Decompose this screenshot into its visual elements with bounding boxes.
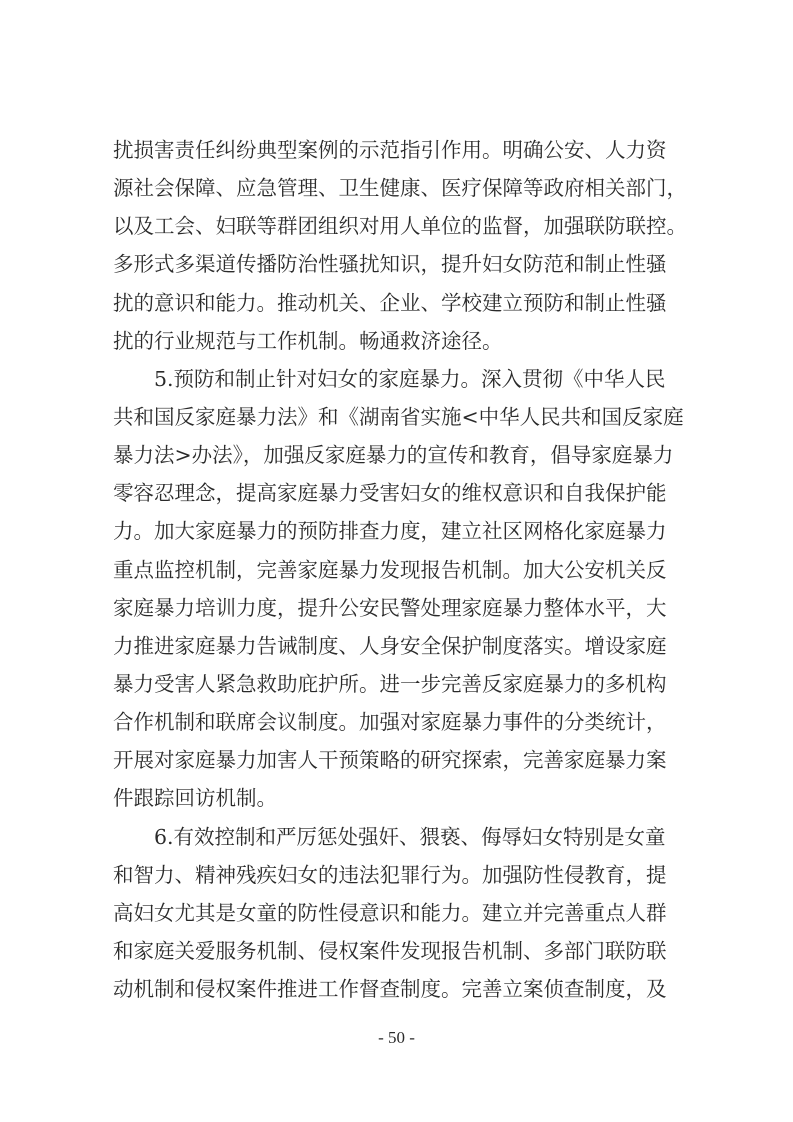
text-line: 零容忍理念，提高家庭暴力受害妇女的维权意识和自我保护能 [113,481,667,506]
page-number: - 50 - [378,1028,415,1047]
text-line: 开展对家庭暴力加害人干预策略的研究探索，完善家庭暴力案 [113,748,667,773]
text-line: 件跟踪回访机制。 [113,786,277,811]
paragraph-heading-5: 5.预防和制止针对妇女的家庭暴力。深入贯彻《中华人民 [154,366,666,391]
text-line: 暴力受害人紧急救助庇护所。进一步完善反家庭暴力的多机构 [113,671,667,696]
text-line: 扰的意识和能力。推动机关、企业、学校建立预防和制止性骚 [113,290,667,315]
text-line: 暴力法>办法》，加强反家庭暴力的宣传和教育，倡导家庭暴力 [113,443,674,468]
text-line: 重点监控机制，完善家庭暴力发现报告机制。加大公安机关反 [113,557,667,582]
text-line: 和智力、精神残疾妇女的违法犯罪行为。加强防性侵教育，提 [113,862,667,887]
text-line: 源社会保障、应急管理、卫生健康、医疗保障等政府相关部门， [113,176,687,201]
text-line: 家庭暴力培训力度，提升公安民警处理家庭暴力整体水平，大 [113,595,667,620]
text-line: 扰损害责任纠纷典型案例的示范指引作用。明确公安、人力资 [113,138,667,162]
paragraph-heading-6: 6.有效控制和严厉惩处强奸、猥亵、侮辱妇女特别是女童 [154,824,666,849]
text-line: 力。加大家庭暴力的预防排查力度，建立社区网格化家庭暴力 [113,519,667,544]
text-line: 以及工会、妇联等群团组织对用人单位的监督，加强联防联控。 [113,214,687,239]
text-line: 和家庭关爱服务机制、侵权案件发现报告机制、多部门联防联 [113,938,667,963]
text-line: 力推进家庭暴力告诫制度、人身安全保护制度落实。增设家庭 [113,633,667,658]
text-line: 动机制和侵权案件推进工作督查制度。完善立案侦查制度，及 [113,977,667,1002]
text-line: 高妇女尤其是女童的防性侵意识和能力。建立并完善重点人群 [113,900,667,925]
body-text [113,131,733,1008]
text-line: 合作机制和联席会议制度。加强对家庭暴力事件的分类统计， [113,710,667,735]
text-line: 共和国反家庭暴力法》和《湖南省实施<中华人民共和国反家庭 [113,404,684,429]
text-line: 扰的行业规范与工作机制。畅通救济途径。 [113,328,503,353]
text-line: 多形式多渠道传播防治性骚扰知识，提升妇女防范和制止性骚 [113,252,667,277]
